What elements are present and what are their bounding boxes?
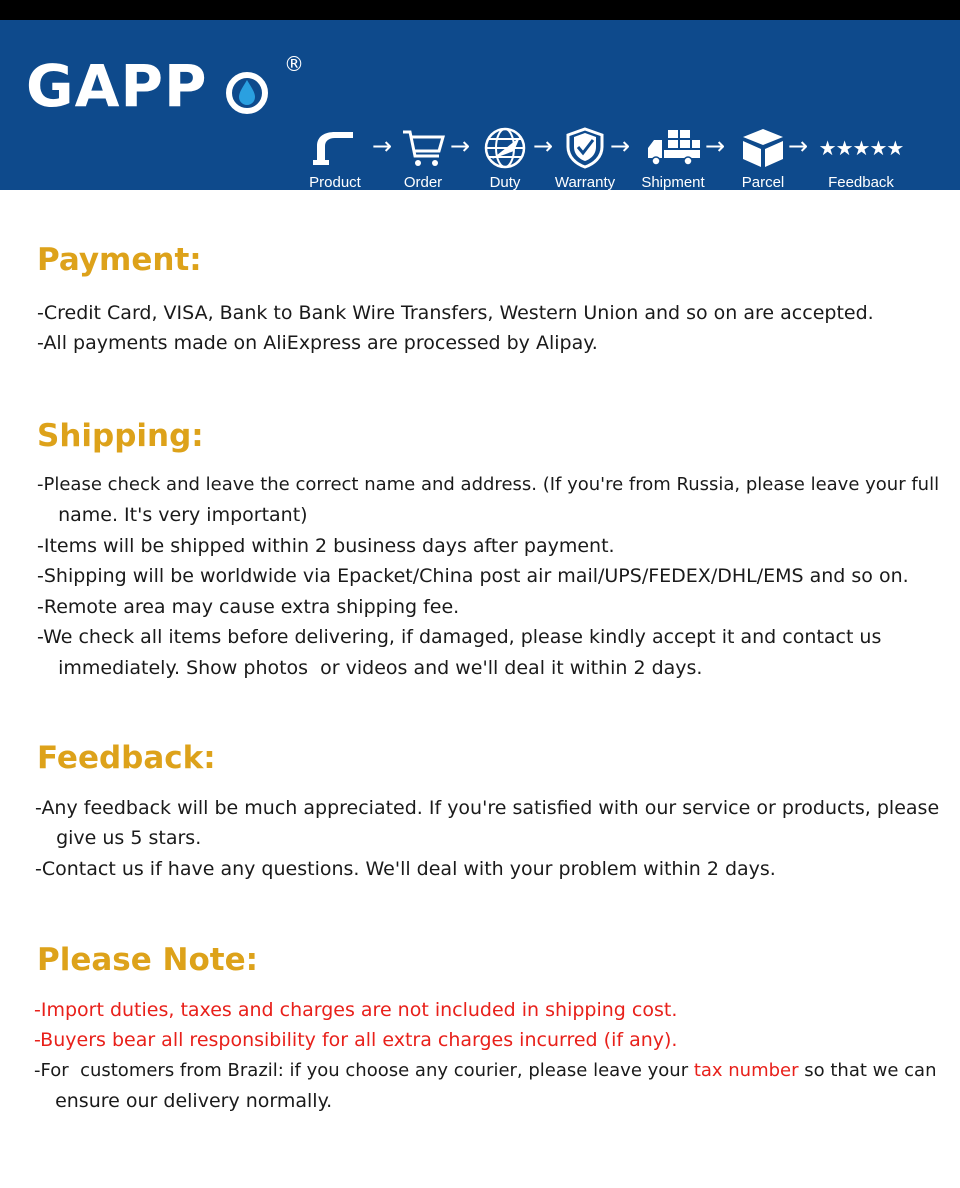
arrow-icon: → <box>610 132 631 160</box>
step-label: Warranty <box>554 174 616 191</box>
brazil-suffix: so that we can <box>798 1060 937 1081</box>
step-feedback <box>815 124 907 191</box>
shipping-line: -Please check and leave the correct name and address. (If you're from Russia, please leave your full <box>37 474 940 495</box>
tax-number-highlight: tax number <box>693 1060 799 1081</box>
arrow-icon: → <box>372 132 393 160</box>
logo-text: GAPP <box>26 52 208 120</box>
shipping-line: -Items will be shipped within 2 business days after payment. <box>37 535 615 557</box>
step-order <box>393 124 453 191</box>
shipping-line: -Remote area may cause extra shipping fee. <box>37 596 460 618</box>
truck-icon <box>646 128 700 168</box>
payment-heading: Payment: <box>37 242 202 278</box>
step-duty <box>475 124 535 191</box>
registered-mark: ® <box>284 52 304 76</box>
note-red-line: -Import duties, taxes and charges are not included in shipping cost. <box>34 999 678 1021</box>
shipping-line: immediately. Show photos or videos and we'll deal it within 2 days. <box>46 657 703 679</box>
feedback-line: -Contact us if have any questions. We'll deal with your problem within 2 days. <box>35 858 776 880</box>
shipping-line: name. It's very important) <box>46 504 308 526</box>
water-drop-logo-icon <box>226 72 268 114</box>
payment-line: -Credit Card, VISA, Bank to Bank Wire Transfers, Western Union and so on are accepted. <box>37 302 874 324</box>
feedback-line: -Any feedback will be much appreciated. If you're satisfied with our service or products, please <box>35 797 940 819</box>
step-label: Parcel <box>741 174 785 191</box>
step-product <box>305 124 365 191</box>
please-note-heading: Please Note: <box>37 942 259 978</box>
brazil-note-line <box>34 1060 937 1081</box>
cart-icon <box>401 128 445 168</box>
step-shipment <box>638 124 708 191</box>
stars-icon: ★★★★★ <box>818 136 904 160</box>
step-warranty <box>552 124 618 191</box>
step-label: Duty <box>489 174 521 191</box>
brazil-note-line2: ensure our delivery normally. <box>43 1090 333 1112</box>
shipping-heading: Shipping: <box>37 418 204 454</box>
faucet-icon <box>313 130 357 166</box>
globe-icon <box>484 127 526 169</box>
top-black-bar <box>0 0 960 20</box>
arrow-icon: → <box>533 132 554 160</box>
arrow-icon: → <box>705 132 726 160</box>
step-parcel <box>733 124 793 191</box>
brazil-prefix: -For customers from Brazil: if you choose any courier, please leave your <box>34 1060 694 1081</box>
step-label: Feedback <box>828 174 894 191</box>
step-label: Shipment <box>641 174 705 191</box>
shipping-line: -We check all items before delivering, if damaged, please kindly accept it and contact us <box>37 626 882 648</box>
arrow-icon: → <box>788 132 809 160</box>
feedback-heading: Feedback: <box>37 740 216 776</box>
payment-line: -All payments made on AliExpress are processed by Alipay. <box>37 332 598 354</box>
shipping-line: -Shipping will be worldwide via Epacket/China post air mail/UPS/FEDEX/DHL/EMS and so on. <box>37 565 909 587</box>
step-label: Product <box>309 174 361 191</box>
step-label: Order <box>403 174 443 191</box>
note-red-line: -Buyers bear all responsibility for all extra charges incurred (if any). <box>34 1029 678 1051</box>
header-banner <box>0 20 960 190</box>
arrow-icon: → <box>450 132 471 160</box>
feedback-line: give us 5 stars. <box>44 827 202 849</box>
order-process-steps <box>300 124 940 204</box>
shield-icon <box>566 127 604 169</box>
box-icon <box>741 127 785 169</box>
